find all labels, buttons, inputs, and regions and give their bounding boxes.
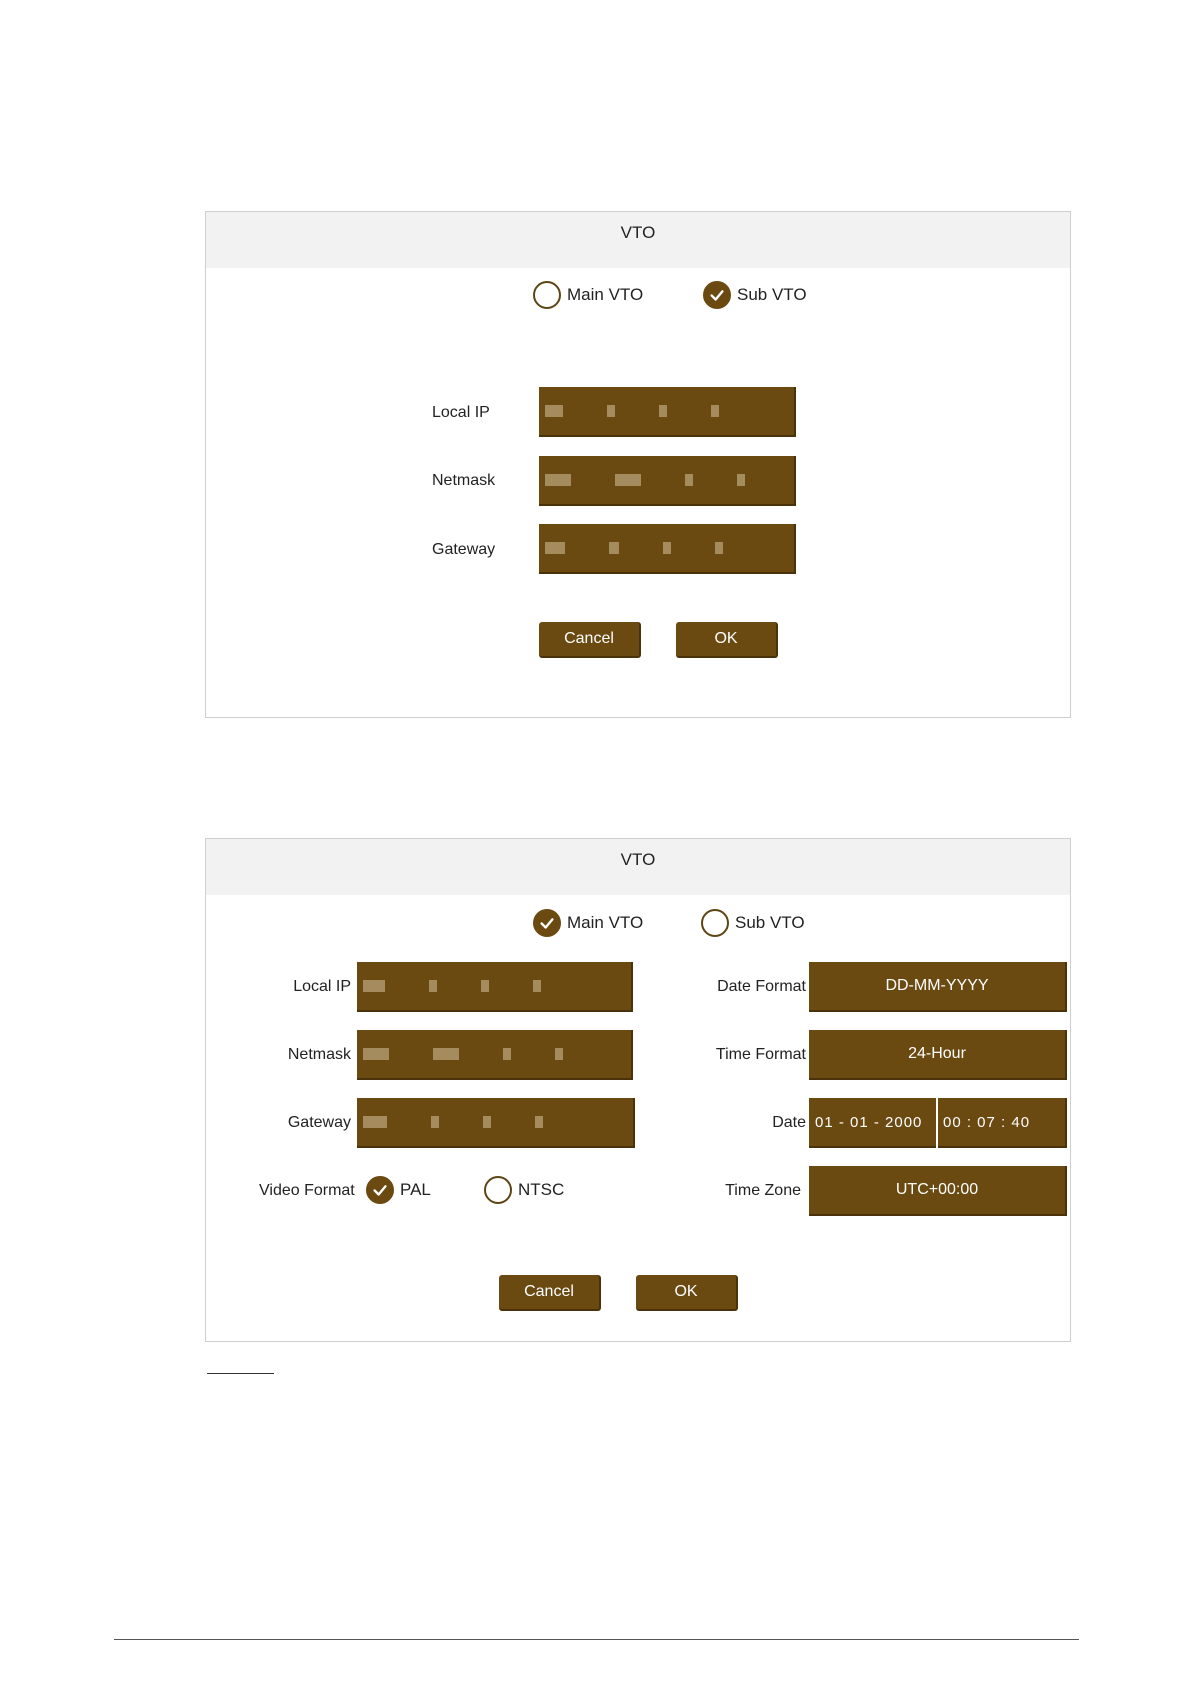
radio-unchecked-icon — [484, 1176, 512, 1204]
ip-segment — [609, 542, 619, 554]
ip-segment — [737, 474, 745, 486]
ok-button[interactable]: OK — [676, 622, 778, 658]
ip-segment — [545, 474, 571, 486]
date-time-divider — [936, 1098, 938, 1148]
radio-label: Main VTO — [567, 285, 644, 304]
time-format-select[interactable]: 24-Hour — [809, 1030, 1067, 1080]
ip-segment — [533, 980, 541, 992]
radio-label: NTSC — [518, 1180, 565, 1199]
ip-segment — [545, 405, 563, 417]
ip-segment — [429, 980, 437, 992]
gateway-input[interactable] — [539, 524, 796, 574]
panel-title: VTO — [206, 839, 1070, 895]
local-ip-label: Local IP — [432, 404, 490, 421]
time-zone-label: Time Zone — [725, 1182, 801, 1199]
radio-label: PAL — [400, 1180, 431, 1199]
vto-settings-panel-main — [205, 838, 1071, 1342]
date-time-input[interactable] — [809, 1098, 1067, 1148]
radio-label: Sub VTO — [737, 285, 807, 304]
gateway-label: Gateway — [287, 1114, 351, 1131]
ip-segment — [503, 1048, 511, 1060]
radio-sub-vto[interactable] — [701, 909, 805, 937]
netmask-input[interactable] — [357, 1030, 633, 1080]
footer-divider — [114, 1639, 1079, 1640]
check-icon — [703, 281, 731, 309]
panel-title: VTO — [206, 212, 1070, 268]
ip-segment — [685, 474, 693, 486]
date-format-select[interactable]: DD-MM-YYYY — [809, 962, 1067, 1012]
radio-sub-vto[interactable] — [703, 281, 807, 309]
ip-segment — [545, 542, 565, 554]
check-icon — [366, 1176, 394, 1204]
date-label: Date — [772, 1114, 806, 1131]
ip-segment — [715, 542, 723, 554]
date-format-label: Date Format — [717, 978, 806, 995]
ip-segment — [663, 542, 671, 554]
video-format-label: Video Format — [259, 1182, 355, 1199]
local-ip-input[interactable] — [357, 962, 633, 1012]
netmask-label: Netmask — [287, 1046, 351, 1063]
gateway-input[interactable] — [357, 1098, 635, 1148]
netmask-label: Netmask — [432, 472, 496, 489]
ip-segment — [363, 980, 385, 992]
radio-main-vto[interactable] — [533, 281, 643, 309]
ok-button[interactable]: OK — [636, 1275, 738, 1311]
check-icon — [533, 909, 561, 937]
radio-main-vto[interactable] — [533, 909, 643, 937]
ip-segment — [431, 1116, 439, 1128]
vto-settings-panel-sub — [205, 211, 1071, 718]
date-value[interactable]: 01 - 01 - 2000 — [815, 1113, 923, 1131]
ip-segment — [481, 980, 489, 992]
radio-unchecked-icon — [533, 281, 561, 309]
time-value[interactable]: 00 : 07 : 40 — [943, 1113, 1031, 1131]
radio-ntsc[interactable] — [484, 1176, 564, 1204]
ip-segment — [555, 1048, 563, 1060]
gateway-label: Gateway — [432, 541, 496, 558]
ip-segment — [483, 1116, 491, 1128]
time-format-label: Time Format — [715, 1046, 806, 1063]
netmask-input[interactable] — [539, 456, 796, 506]
note-divider — [207, 1373, 274, 1374]
ip-segment — [433, 1048, 459, 1060]
cancel-button[interactable]: Cancel — [539, 622, 641, 658]
time-zone-select[interactable]: UTC+00:00 — [809, 1166, 1067, 1216]
ip-segment — [615, 474, 641, 486]
local-ip-label: Local IP — [293, 978, 351, 995]
ip-segment — [535, 1116, 543, 1128]
radio-label: Main VTO — [567, 913, 644, 932]
ip-segment — [711, 405, 719, 417]
ip-segment — [363, 1116, 387, 1128]
radio-pal[interactable] — [366, 1176, 431, 1204]
radio-label: Sub VTO — [735, 913, 805, 932]
radio-unchecked-icon — [701, 909, 729, 937]
local-ip-input[interactable] — [539, 387, 796, 437]
ip-segment — [363, 1048, 389, 1060]
cancel-button[interactable]: Cancel — [499, 1275, 601, 1311]
ip-segment — [607, 405, 615, 417]
ip-segment — [659, 405, 667, 417]
